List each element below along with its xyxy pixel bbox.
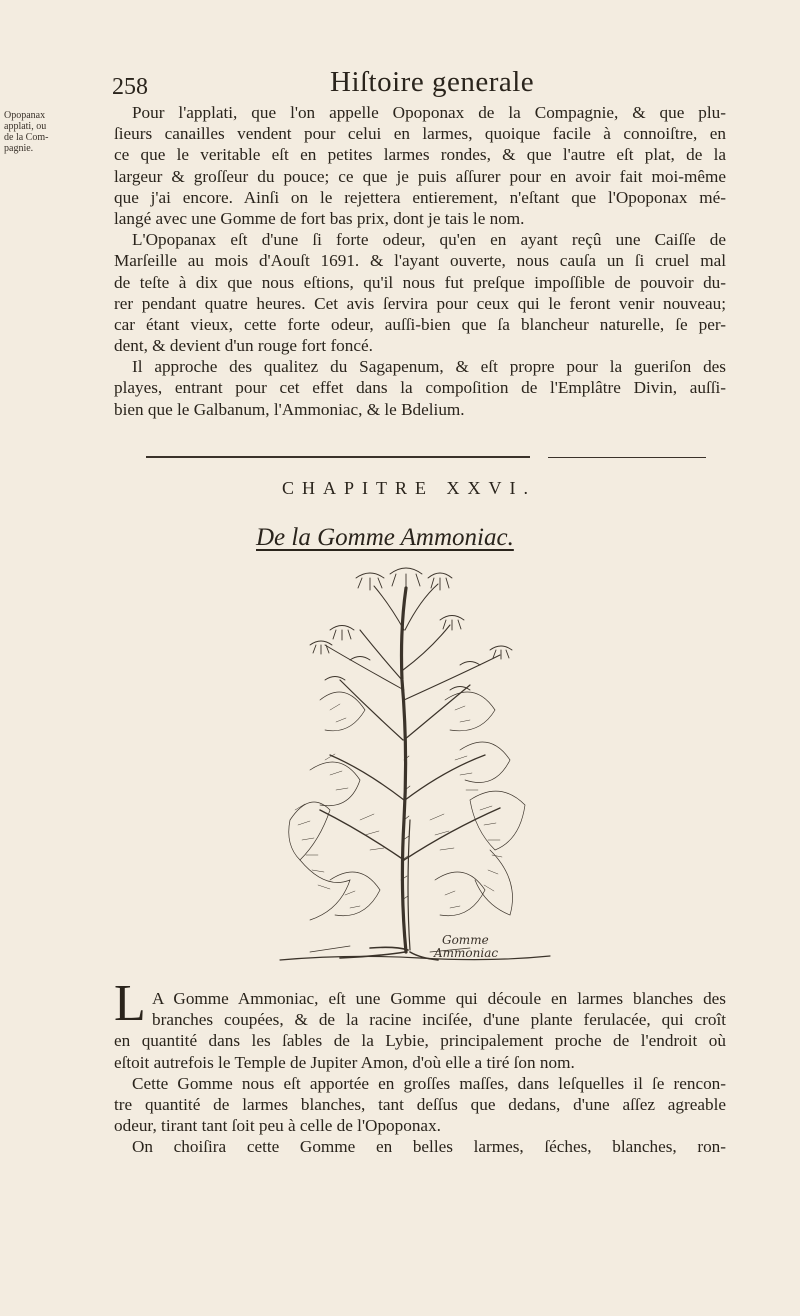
text-line: de teſte à dix que nous eſtions, qu'il nous fut preſque impoſſible de pouvoir du- bbox=[114, 272, 726, 292]
text-line: que j'ai encore. Ainſi on le rejettera entierement, n'eſtant que l'Opoponax mé- bbox=[114, 187, 726, 207]
text-line: car étant vieux, cette forte odeur, auſſi-bien que ſa blancheur naturelle, ſe per- bbox=[114, 314, 726, 334]
text-line: eſtoit autrefois le Temple de Jupiter Amon, d'où elle a tiré ſon nom. bbox=[114, 1052, 575, 1072]
plant-engraving bbox=[270, 560, 560, 978]
running-title: Hiſtoire generale bbox=[330, 66, 535, 98]
opopanax-paragraphs bbox=[114, 102, 726, 420]
text-line: ſieurs canailles vendent pour celui en larmes, quoique facile à connoiſtre, en bbox=[114, 124, 726, 144]
text-line: Il approche des qualitez du Sagapenum, & eſt propre pour la gueriſon des bbox=[132, 357, 726, 377]
page-number: 258 bbox=[112, 74, 148, 100]
margin-note-line: pagnie. bbox=[4, 143, 34, 154]
text-line: A Gomme Ammoniac, eſt une Gomme qui découle en larmes blanches des bbox=[152, 989, 726, 1008]
text-line: playes, entrant pour cet effet dans la compoſition de l'Emplâtre Divin, auſſi- bbox=[114, 378, 726, 398]
text-line: Marſeille au mois d'Aouſt 1691. & l'ayant ouverte, nous cauſa un ſi cruel mal bbox=[114, 251, 726, 271]
text-line: dent, & devient d'un rouge fort foncé. bbox=[114, 336, 373, 356]
text-line: Pour l'applati, que l'on appelle Opoponax de la Compagnie, & que plu- bbox=[132, 103, 726, 122]
text-line: branches coupées, & de la racine inciſée, d'une plante ferulacée, qui croît bbox=[152, 1010, 726, 1030]
margin-note-line: Opopanax bbox=[4, 110, 46, 121]
text-line: rer pendant quatre heures. Cet avis ſervira pour ceux qui le feront venir nouveau; bbox=[114, 293, 726, 313]
section-rule bbox=[146, 456, 530, 458]
margin-note-line: de la Com- bbox=[4, 132, 49, 143]
text-line: odeur, tirant tant ſoit peu à celle de l'Opoponax. bbox=[114, 1116, 441, 1136]
ammoniac-paragraphs bbox=[114, 988, 726, 1158]
text-line: largeur & groſſeur du pouce; ce que je puis aſſurer pour en avoir fait moi-même bbox=[114, 166, 726, 186]
text-line: On choiſira cette Gomme en belles larmes, ſéches, blanches, ron- bbox=[132, 1137, 726, 1157]
text-line: en quantité dans les ſables de la Lybie, principalement proche de l'endroit où bbox=[114, 1031, 726, 1051]
text-line: bien que le Galbanum, l'Ammoniac, & le Bdelium. bbox=[114, 399, 465, 419]
text-line: langé avec une Gomme de fort bas prix, dont je tais le nom. bbox=[114, 208, 525, 228]
plate-caption bbox=[434, 934, 544, 960]
text-line: L'Opopanax eſt d'une ſi forte odeur, qu'en en ayant reçû une Caiſſe de bbox=[132, 230, 726, 250]
plate-caption-line: Gomme bbox=[442, 933, 489, 947]
margin-note bbox=[4, 110, 78, 154]
section-rule bbox=[548, 457, 706, 458]
chapter-heading: CHAPITRE XXVI. bbox=[282, 478, 536, 498]
text-line: Cette Gomme nous eſt apportée en groſſes maſſes, dans leſquelles il ſe rencon- bbox=[132, 1073, 726, 1093]
drop-cap: L bbox=[114, 975, 146, 1032]
plate-caption-line: Ammoniac bbox=[434, 946, 499, 960]
text-line: tre quantité de larmes blanches, tant deſſus que dedans, d'une aſſez agreable bbox=[114, 1094, 726, 1114]
text-line: ce que le veritable eſt en petites larmes rondes, & que l'autre eſt plat, de la bbox=[114, 145, 726, 165]
margin-note-line: applati, ou bbox=[4, 121, 47, 132]
chapter-title: De la Gomme Ammoniac. bbox=[256, 524, 514, 551]
